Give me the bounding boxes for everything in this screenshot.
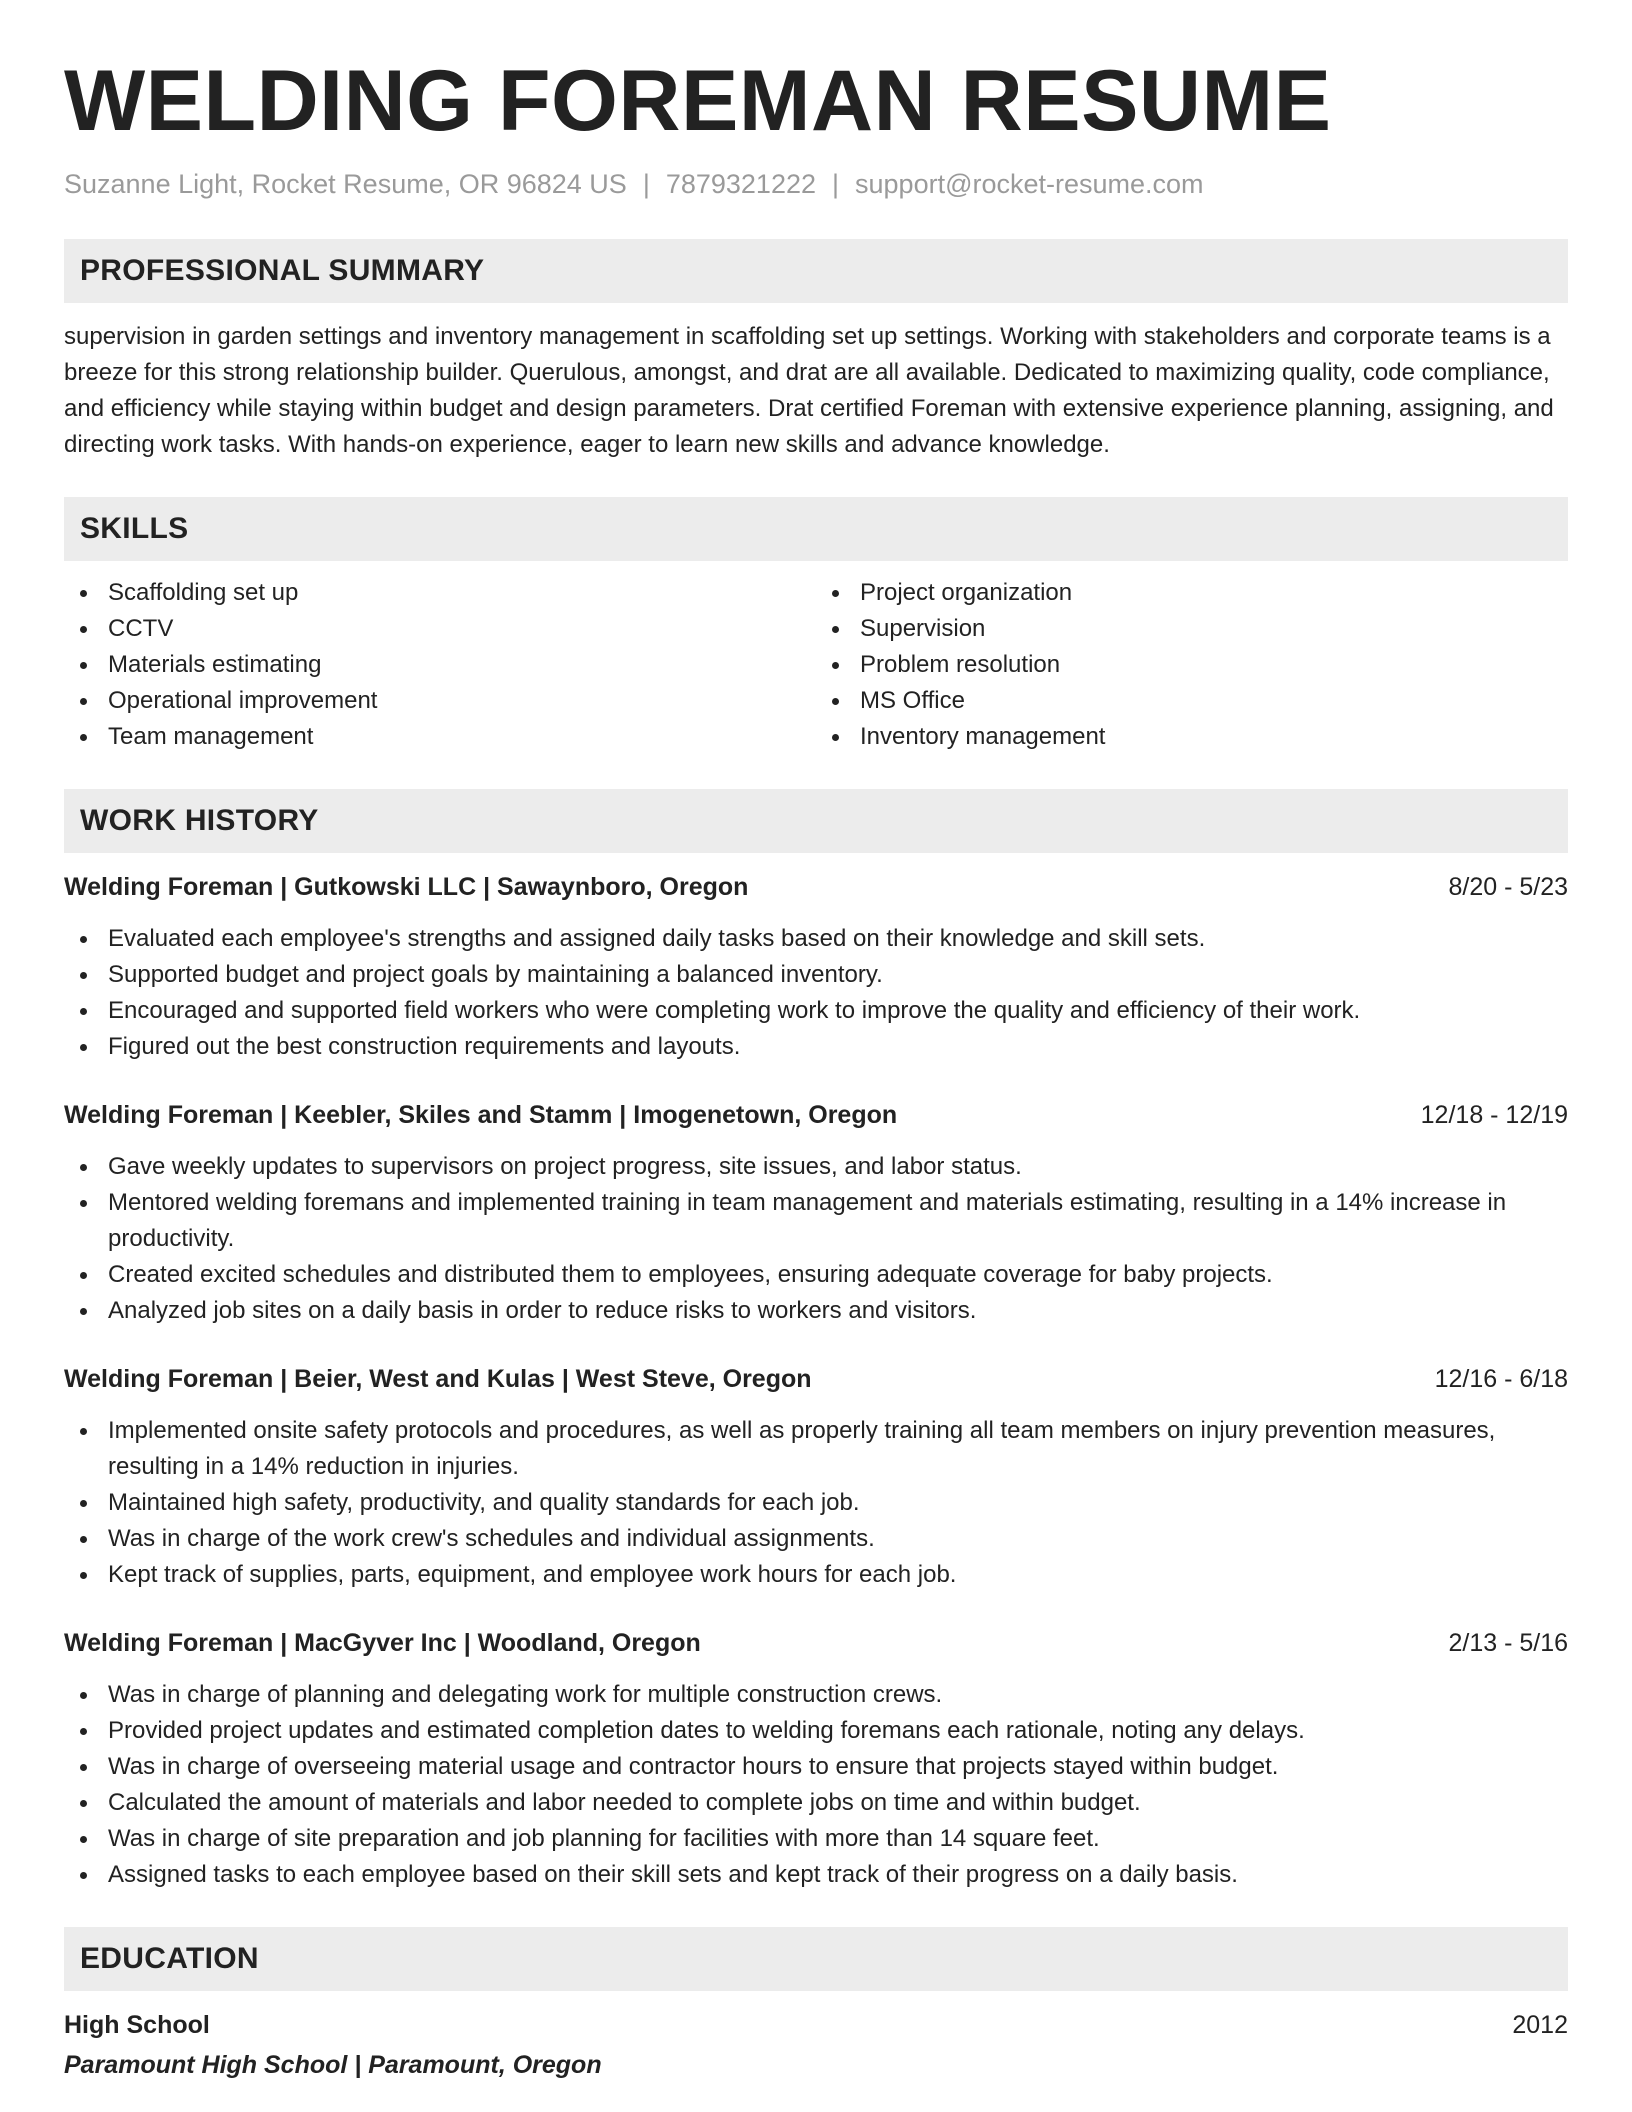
job-bullet: Was in charge of planning and delegating work for multiple construction crews. xyxy=(64,1677,1568,1713)
skill-item: Inventory management xyxy=(816,719,1568,755)
job-entry xyxy=(64,1361,1568,1593)
job-header xyxy=(64,1097,1568,1133)
job-bullets xyxy=(64,921,1568,1065)
job-header xyxy=(64,869,1568,905)
skill-item: Problem resolution xyxy=(816,647,1568,683)
job-bullets xyxy=(64,1149,1568,1329)
job-bullet: Implemented onsite safety protocols and procedures, as well as properly training all team members on injury prevention measures, resulting in a 14% reduction in injuries. xyxy=(64,1413,1568,1485)
education-header xyxy=(64,2007,1568,2043)
job-title: Welding Foreman | Gutkowski LLC | Sawaynboro, Oregon xyxy=(64,873,749,902)
job-entry xyxy=(64,1625,1568,1893)
contact-line xyxy=(64,168,1568,200)
job-bullet: Gave weekly updates to supervisors on project progress, site issues, and labor status. xyxy=(64,1149,1568,1185)
job-bullet: Maintained high safety, productivity, and quality standards for each job. xyxy=(64,1485,1568,1521)
job-bullet: Created excited schedules and distributed them to employees, ensuring adequate coverage for baby projects. xyxy=(64,1257,1568,1293)
skill-item: Materials estimating xyxy=(64,647,816,683)
skills-column-right xyxy=(816,575,1568,755)
job-entry xyxy=(64,869,1568,1065)
job-header xyxy=(64,1625,1568,1661)
job-bullet: Was in charge of overseeing material usage and contractor hours to ensure that projects stayed within budget. xyxy=(64,1749,1568,1785)
section-header-summary: PROFESSIONAL SUMMARY xyxy=(64,239,1568,303)
job-bullets xyxy=(64,1677,1568,1893)
contact-separator: | xyxy=(642,169,650,199)
job-entry xyxy=(64,1097,1568,1329)
job-dates: 8/20 - 5/23 xyxy=(1448,873,1568,902)
job-title: Welding Foreman | Keebler, Skiles and Stamm | Imogenetown, Oregon xyxy=(64,1101,898,1130)
job-dates: 2/13 - 5/16 xyxy=(1448,1629,1568,1658)
education-year: 2012 xyxy=(1512,2011,1568,2040)
job-bullet: Was in charge of the work crew's schedules and individual assignments. xyxy=(64,1521,1568,1557)
job-bullet: Was in charge of site preparation and job planning for facilities with more than 14 square feet. xyxy=(64,1821,1568,1857)
contact-address: Suzanne Light, Rocket Resume, OR 96824 US xyxy=(64,169,627,199)
skill-item: CCTV xyxy=(64,611,816,647)
skill-item: Team management xyxy=(64,719,816,755)
job-bullet: Analyzed job sites on a daily basis in order to reduce risks to workers and visitors. xyxy=(64,1293,1568,1329)
contact-separator: | xyxy=(832,169,840,199)
job-bullet: Mentored welding foremans and implemented training in team management and materials estimating, resulting in a 14% increase in productivity. xyxy=(64,1185,1568,1257)
skills-list xyxy=(64,575,1568,755)
skill-item: Scaffolding set up xyxy=(64,575,816,611)
skill-item: Operational improvement xyxy=(64,683,816,719)
job-title: Welding Foreman | MacGyver Inc | Woodland, Oregon xyxy=(64,1629,701,1658)
section-header-work: WORK HISTORY xyxy=(64,789,1568,853)
education-degree: High School xyxy=(64,2011,210,2040)
skills-column-left xyxy=(64,575,816,755)
job-header xyxy=(64,1361,1568,1397)
section-header-skills: SKILLS xyxy=(64,497,1568,561)
job-title: Welding Foreman | Beier, West and Kulas | West Steve, Oregon xyxy=(64,1365,812,1394)
job-bullet: Provided project updates and estimated completion dates to welding foremans each rationale, noting any delays. xyxy=(64,1713,1568,1749)
job-bullet: Calculated the amount of materials and labor needed to complete jobs on time and within budget. xyxy=(64,1785,1568,1821)
summary-text: supervision in garden settings and inventory management in scaffolding set up settings. Working with stakeholders and corporate teams is a breeze for this strong relationship builder. Querulous, amongst, and drat are all available. Dedicated to maximizing quality, code compliance, and efficiency while staying within budget and design parameters. Drat certified Foreman with extensive experience planning, assigning, and directing work tasks. With hands-on experience, eager to learn new skills and advance knowledge. xyxy=(64,323,1554,459)
resume-title: WELDING FOREMAN RESUME xyxy=(64,53,1332,149)
job-bullet: Assigned tasks to each employee based on their skill sets and kept track of their progress on a daily basis. xyxy=(64,1857,1568,1893)
education-entry xyxy=(64,2007,1568,2083)
education-school: Paramount High School | Paramount, Oregon xyxy=(64,2051,602,2080)
job-bullet: Kept track of supplies, parts, equipment, and employee work hours for each job. xyxy=(64,1557,1568,1593)
job-bullets xyxy=(64,1413,1568,1593)
contact-phone: 7879321222 xyxy=(665,169,816,199)
job-bullet: Supported budget and project goals by maintaining a balanced inventory. xyxy=(64,957,1568,993)
contact-email: support@rocket-resume.com xyxy=(855,169,1204,199)
skill-item: Supervision xyxy=(816,611,1568,647)
job-dates: 12/16 - 6/18 xyxy=(1434,1365,1568,1394)
job-dates: 12/18 - 12/19 xyxy=(1420,1101,1568,1130)
skill-item: Project organization xyxy=(816,575,1568,611)
job-bullet: Evaluated each employee's strengths and assigned daily tasks based on their knowledge and skill sets. xyxy=(64,921,1568,957)
section-header-education: EDUCATION xyxy=(64,1927,1568,1991)
job-bullet: Encouraged and supported field workers who were completing work to improve the quality and efficiency of their work. xyxy=(64,993,1568,1029)
skill-item: MS Office xyxy=(816,683,1568,719)
job-bullet: Figured out the best construction requirements and layouts. xyxy=(64,1029,1568,1065)
